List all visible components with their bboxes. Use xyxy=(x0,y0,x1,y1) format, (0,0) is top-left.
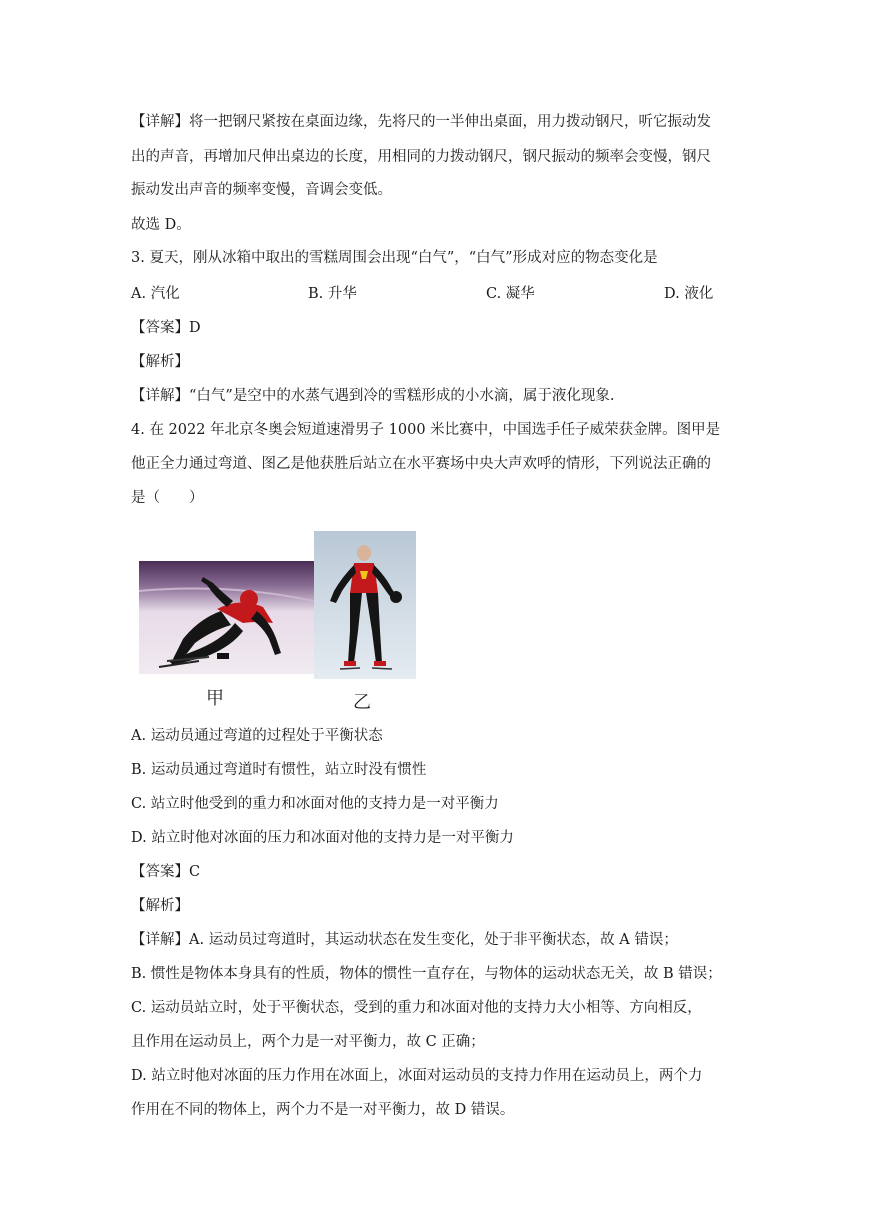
q3-detail: 【详解】“白气”是空中的水蒸气遇到冷的雪糕形成的小水滴，属于液化现象. xyxy=(131,388,615,404)
q3-option-c: C. 凝华 xyxy=(486,286,535,302)
skater-figure xyxy=(131,520,423,712)
question-4-stem: 是（ ） xyxy=(131,490,204,506)
q4-option-d: D. 站立时他对冰面的压力和冰面对他的支持力是一对平衡力 xyxy=(131,830,514,846)
caption-yi: 乙 xyxy=(353,692,371,713)
q4-detail-line: C. 运动员站立时，处于平衡状态，受到的重力和冰面对他的支持力大小相等、方向相反， xyxy=(131,1000,702,1016)
detail-line: 【详解】将一把钢尺紧按在桌面边缘，先将尺的一半伸出桌面，用力拨动钢尺，听它振动发 xyxy=(131,114,711,130)
q4-analysis-label: 【解析】 xyxy=(131,898,189,914)
q3-option-b: B. 升华 xyxy=(308,286,357,302)
question-4-stem: 4. 在 2022 年北京冬奥会短道速滑男子 1000 米比赛中，中国选手任子威荣获金牌。图甲是 xyxy=(131,422,721,438)
detail-line: 振动发出声音的频率变慢，音调会变低。 xyxy=(131,182,392,198)
q4-answer: 【答案】C xyxy=(131,864,201,880)
q3-analysis-label: 【解析】 xyxy=(131,354,189,370)
q4-option-a: A. 运动员通过弯道的过程处于平衡状态 xyxy=(131,728,383,744)
q4-detail-line: B. 惯性是物体本身具有的性质，物体的惯性一直存在，与物体的运动状态无关，故 B 错误； xyxy=(131,966,722,982)
question-4-stem: 他正全力通过弯道、图乙是他获胜后站立在水平赛场中央大声欢呼的情形，下列说法正确的 xyxy=(131,456,711,472)
q4-option-b: B. 运动员通过弯道时有惯性，站立时没有惯性 xyxy=(131,762,427,778)
q3-answer: 【答案】D xyxy=(131,320,201,336)
q3-option-d: D. 液化 xyxy=(664,286,714,302)
photo-skater-cheering xyxy=(314,531,416,679)
caption-jia: 甲 xyxy=(206,688,224,709)
q4-detail-line: D. 站立时他对冰面的压力作用在冰面上，冰面对运动员的支持力作用在运动员上，两个力 xyxy=(131,1068,703,1084)
conclusion-line: 故选 D。 xyxy=(131,217,191,233)
q4-option-c: C. 站立时他受到的重力和冰面对他的支持力是一对平衡力 xyxy=(131,796,499,812)
q4-detail-line: 【详解】A. 运动员过弯道时，其运动状态在发生变化，处于非平衡状态，故 A 错误； xyxy=(131,932,678,948)
photo-skater-cornering xyxy=(139,561,314,674)
q3-option-a: A. 汽化 xyxy=(131,286,180,302)
q4-detail-line: 且作用在运动员上，两个力是一对平衡力，故 C 正确； xyxy=(131,1034,485,1050)
detail-line: 出的声音，再增加尺伸出桌边的长度，用相同的力拨动钢尺，钢尺振动的频率会变慢，钢尺 xyxy=(131,149,711,165)
question-3-stem: 3. 夏天，刚从冰箱中取出的雪糕周围会出现“白气”，“白气”形成对应的物态变化是 xyxy=(131,250,658,266)
q4-detail-line: 作用在不同的物体上，两个力不是一对平衡力，故 D 错误。 xyxy=(131,1102,515,1118)
